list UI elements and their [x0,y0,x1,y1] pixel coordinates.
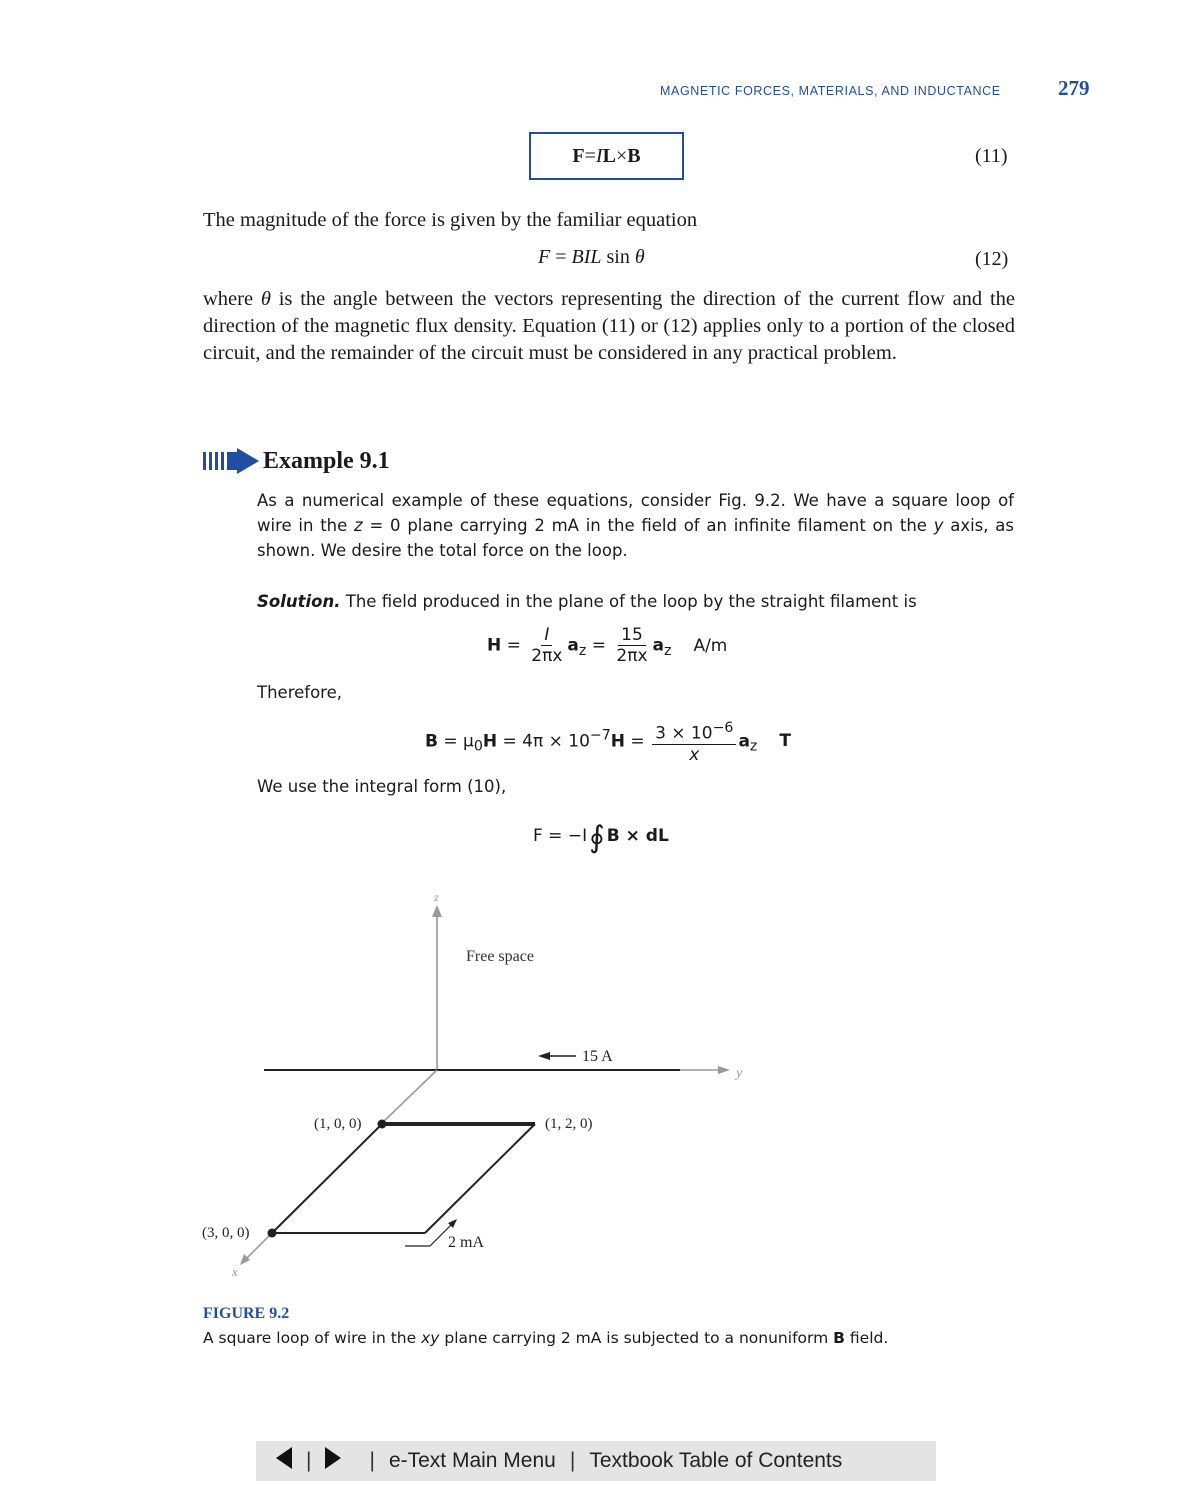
caption-a: A square loop of wire in the [203,1329,422,1347]
eqH-frac1 [528,625,565,666]
eqB-num-text: 3 × 10 [655,723,713,744]
z-axis-arrow [432,905,442,917]
navigation-bar [256,1441,936,1481]
eqB-exp: −7 [589,727,611,744]
running-title: MAGNETIC FORCES, MATERIALS, AND INDUCTANCE [660,84,1001,98]
caption-b: plane carrying 2 mA is subjected to a nonuniform [439,1329,834,1347]
para-text-a: where [203,288,261,310]
eqH-sub2: z [664,642,672,659]
eqB-frac [652,718,736,765]
nav-separator-2: | [369,1449,375,1472]
eqB-num-exp: −6 [712,720,734,736]
point-label-1-0-0: (1, 0, 0) [314,1116,362,1132]
eqH-den1: 2πx [531,646,563,666]
equation-11-box [529,132,684,180]
para-text-b: is the angle between the vectors representing the direction of the current flow and the direction of the magnetic flux density. Equation (11) or (12) applies only to a portion of the closed circuit, and the remainder of the circuit must be considered in any practical problem. [203,288,1015,364]
left-arrow-icon [276,1447,292,1469]
eq11-I: I [595,144,603,167]
equation-12-number: (12) [975,248,1009,270]
table-of-contents-link[interactable]: Textbook Table of Contents [589,1449,843,1472]
nav-separator-3: | [569,1449,576,1472]
point-label-3-0-0: (3, 0, 0) [202,1225,250,1241]
page-number: 279 [1058,76,1090,100]
point-3-0-0 [268,1229,277,1238]
eqB-a: a [738,731,750,752]
ex-body-z: z [354,516,363,535]
eqH-num1 [541,625,552,646]
eqB-eq: = [625,731,651,752]
previous-page-button[interactable] [276,1447,292,1475]
eqB-sub: z [749,738,758,755]
figure-9-2 [0,880,1200,1280]
eq12-sin: sin [601,246,635,268]
equation-H [487,625,727,666]
nav-separator-1: | [306,1449,312,1472]
ex-body-a: As a numerical example of these equations, consider Fig. 9.2. We have a square loop of wire in the [257,491,1014,535]
point-1-0-0 [378,1120,387,1129]
para-theta: θ [260,288,271,310]
point-label-1-2-0: (1, 2, 0) [545,1116,593,1132]
loop-right-edge [425,1124,535,1233]
example-title: Example 9.1 [263,447,390,474]
eq12-equals: = [550,246,572,268]
eqH-eq1: = [501,635,527,656]
equation-B [425,718,791,765]
eqF-oint: ∮ [589,820,605,855]
eqH-a2: a [652,635,665,656]
eqB-sub0: 0 [473,738,483,755]
eqB-unit: T [779,731,791,752]
eqH-frac2 [613,625,650,666]
ex-body-b: = 0 plane carrying 2 mA in the field of an infinite filament on the [362,516,934,535]
eqH-H: H [487,635,502,656]
eqB-mid: = 4π × 10 [497,731,590,752]
free-space-label: Free space [466,948,534,965]
eqB-H2: H [610,731,625,752]
solution-text: The field produced in the plane of the loop by the straight filament is [340,592,917,611]
next-page-button[interactable] [325,1447,341,1475]
figure-caption [203,1329,888,1347]
eqF-rhs: B × dL [606,826,669,846]
filament-current-label: 15 A [582,1048,613,1065]
eq12-BIL: BIL [571,246,602,268]
eq12-F: F [538,246,551,268]
z-axis-label: z [434,890,439,904]
y-axis-arrow [718,1066,730,1074]
ex-body-c: axis, as shown. We desire the total force on the loop. [257,516,1014,560]
caption-B: B [833,1329,845,1347]
explanation-paragraph [203,286,1015,367]
x-axis-upper [380,1070,437,1125]
eqH-eq2: = [586,635,612,656]
eqB-den [686,745,702,765]
example-body [257,488,1014,563]
eqH-den2: 2πx [616,646,648,666]
eqB-den-text: x [689,744,700,765]
equation-12 [538,246,645,269]
eq11-equals: = [584,144,596,167]
caption-xy: xy [421,1329,440,1347]
intro-line: The magnitude of the force is given by the familiar equation [203,209,698,231]
y-axis-label: y [736,1066,743,1081]
figure-label: FIGURE 9.2 [203,1305,290,1322]
eq11-B: B [627,144,641,167]
ex-body-y: y [933,516,944,535]
eqH-sub1: z [578,642,587,659]
filament-current-arrowhead [538,1052,550,1060]
equation-11-number: (11) [975,145,1008,167]
eq11-times: × [615,144,628,167]
loop-current-label: 2 mA [448,1234,484,1251]
therefore-text: Therefore, [257,683,342,702]
eqF-lhs: F = −I [533,826,588,846]
loop-left-edge [272,1124,382,1233]
right-arrow-icon [325,1447,341,1469]
eqB-lhs: = μ [437,731,474,752]
example-heading [201,447,390,475]
eqB-H1: H [482,731,498,752]
solution-label: Solution. [257,592,341,611]
main-menu-link[interactable]: e-Text Main Menu [388,1449,556,1472]
eqB-B: B [425,731,438,752]
equation-F [533,820,669,855]
eqH-num2: 15 [618,625,646,646]
x-axis-label: x [232,1264,238,1279]
eq11-L: L [602,144,616,167]
eqH-a1: a [567,635,579,656]
integral-intro: We use the integral form (10), [257,777,507,796]
caption-c: field. [844,1329,889,1347]
solution-line [257,592,917,611]
example-arrow-icon [201,447,261,475]
eqH-unit: A/m [693,635,728,656]
eq12-theta: θ [634,246,645,268]
eqH-num1-text: I [544,625,550,645]
eqB-num [652,718,736,745]
eq11-F: F [572,144,585,167]
